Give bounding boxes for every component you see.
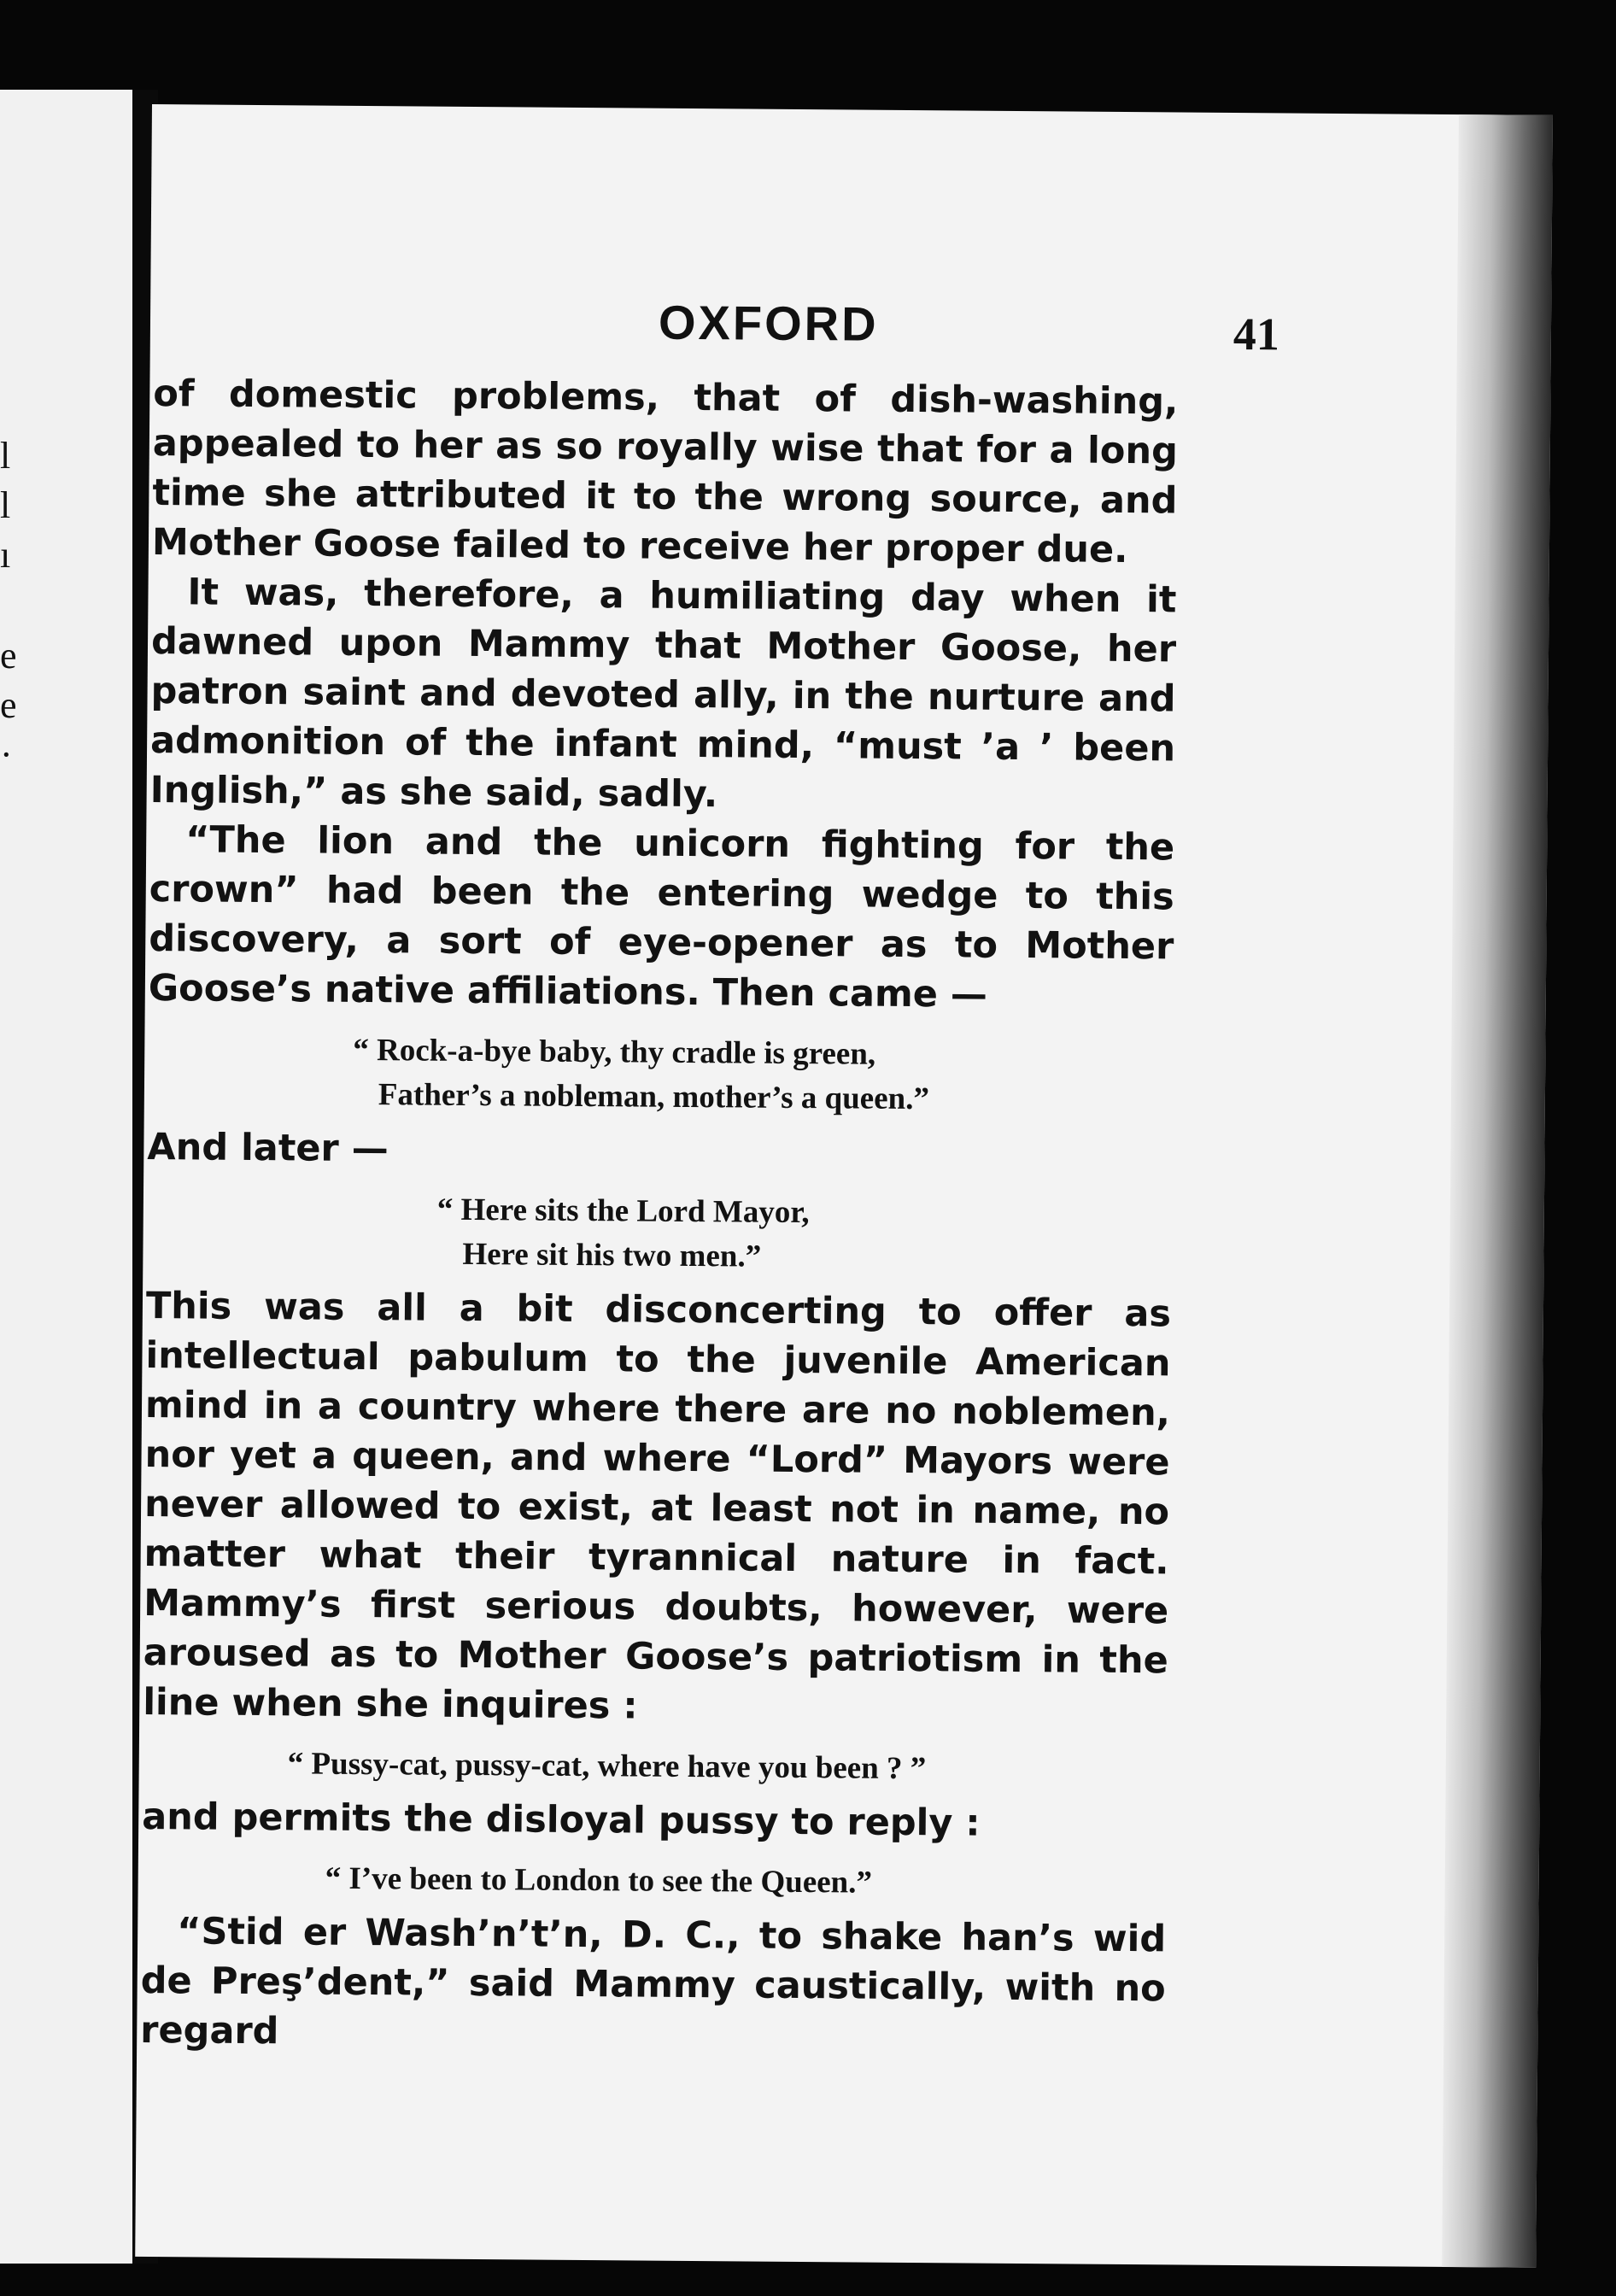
lead-in-text: And later — bbox=[147, 1125, 389, 1171]
paragraph: of domestic problems, that of dish-washing, appealed to her as so royally wise that for a long time she attributed it to the wrong source, and Mother Goose failed to receive her proper due. bbox=[151, 372, 1179, 571]
verse-quote bbox=[148, 1027, 1174, 1123]
previous-page-edge bbox=[0, 90, 132, 2264]
page-edge-shadow bbox=[1442, 114, 1553, 2268]
fragment: e bbox=[0, 684, 17, 726]
paragraph: and permits the disloyal pussy to reply : bbox=[142, 1795, 981, 1845]
fragment: l bbox=[0, 484, 11, 526]
fragment: e bbox=[0, 635, 17, 676]
paragraph: This was all a bit disconcerting to offer as intellectual pabulum to the juvenile American mind in a country where there are no noblemen, nor yet a queen, and where “Lord” Mayors were never allowed to exist, at least not in name, no matter what their tyrannical nature in fact. Mammy’s first serious doubts, however, were aroused as to Mother Goose’s patriotism in the line when she inquires : bbox=[143, 1284, 1172, 1728]
running-head-title: OXFORD bbox=[658, 295, 879, 351]
paragraph: “The lion and the unicorn fighting for the crown” had been the entering wedge to this discovery, a sort of eye-opener as to Mother Goose’s native affiliations. Then came — bbox=[148, 818, 1175, 1016]
fragment: · bbox=[0, 734, 13, 776]
page-number: 41 bbox=[1232, 308, 1280, 360]
verse-quote bbox=[141, 1855, 1166, 1907]
paragraph: It was, therefore, a humiliating day when it dawned upon Mammy that Mother Goose, her patron saint and devoted ally, in the nurture and admonition of the infant mind, “must ’a ’ been Inglish,” as she said, sadly. bbox=[149, 571, 1177, 817]
verse-line: “ Here sits the Lord Mayor, bbox=[436, 1192, 810, 1231]
verse-line: “ Pussy-cat, pussy-cat, where have you been ? ” bbox=[287, 1746, 927, 1787]
verse-quote bbox=[143, 1741, 1168, 1793]
running-head bbox=[150, 290, 1551, 361]
fragment: ı bbox=[0, 534, 11, 576]
verse-quote bbox=[146, 1186, 1172, 1282]
verse-line: “ Rock-a-bye baby, thy cradle is green, bbox=[353, 1032, 876, 1072]
previous-page-text-fragments bbox=[0, 431, 26, 780]
page-body bbox=[140, 369, 1178, 2063]
verse-line: “ I’ve been to London to see the Queen.” bbox=[325, 1860, 873, 1901]
verse-line: Here sit his two men.” bbox=[462, 1236, 762, 1274]
verse-line: Father’s a nobleman, mother’s a queen.” bbox=[378, 1077, 930, 1117]
book-page bbox=[135, 104, 1553, 2268]
paragraph: “Stid er Wash’n’t’n, D. C., to shake han’s wid de Preş’dent,” said Mammy caustically, with no regard bbox=[140, 1910, 1167, 2053]
fragment: l bbox=[0, 435, 11, 477]
